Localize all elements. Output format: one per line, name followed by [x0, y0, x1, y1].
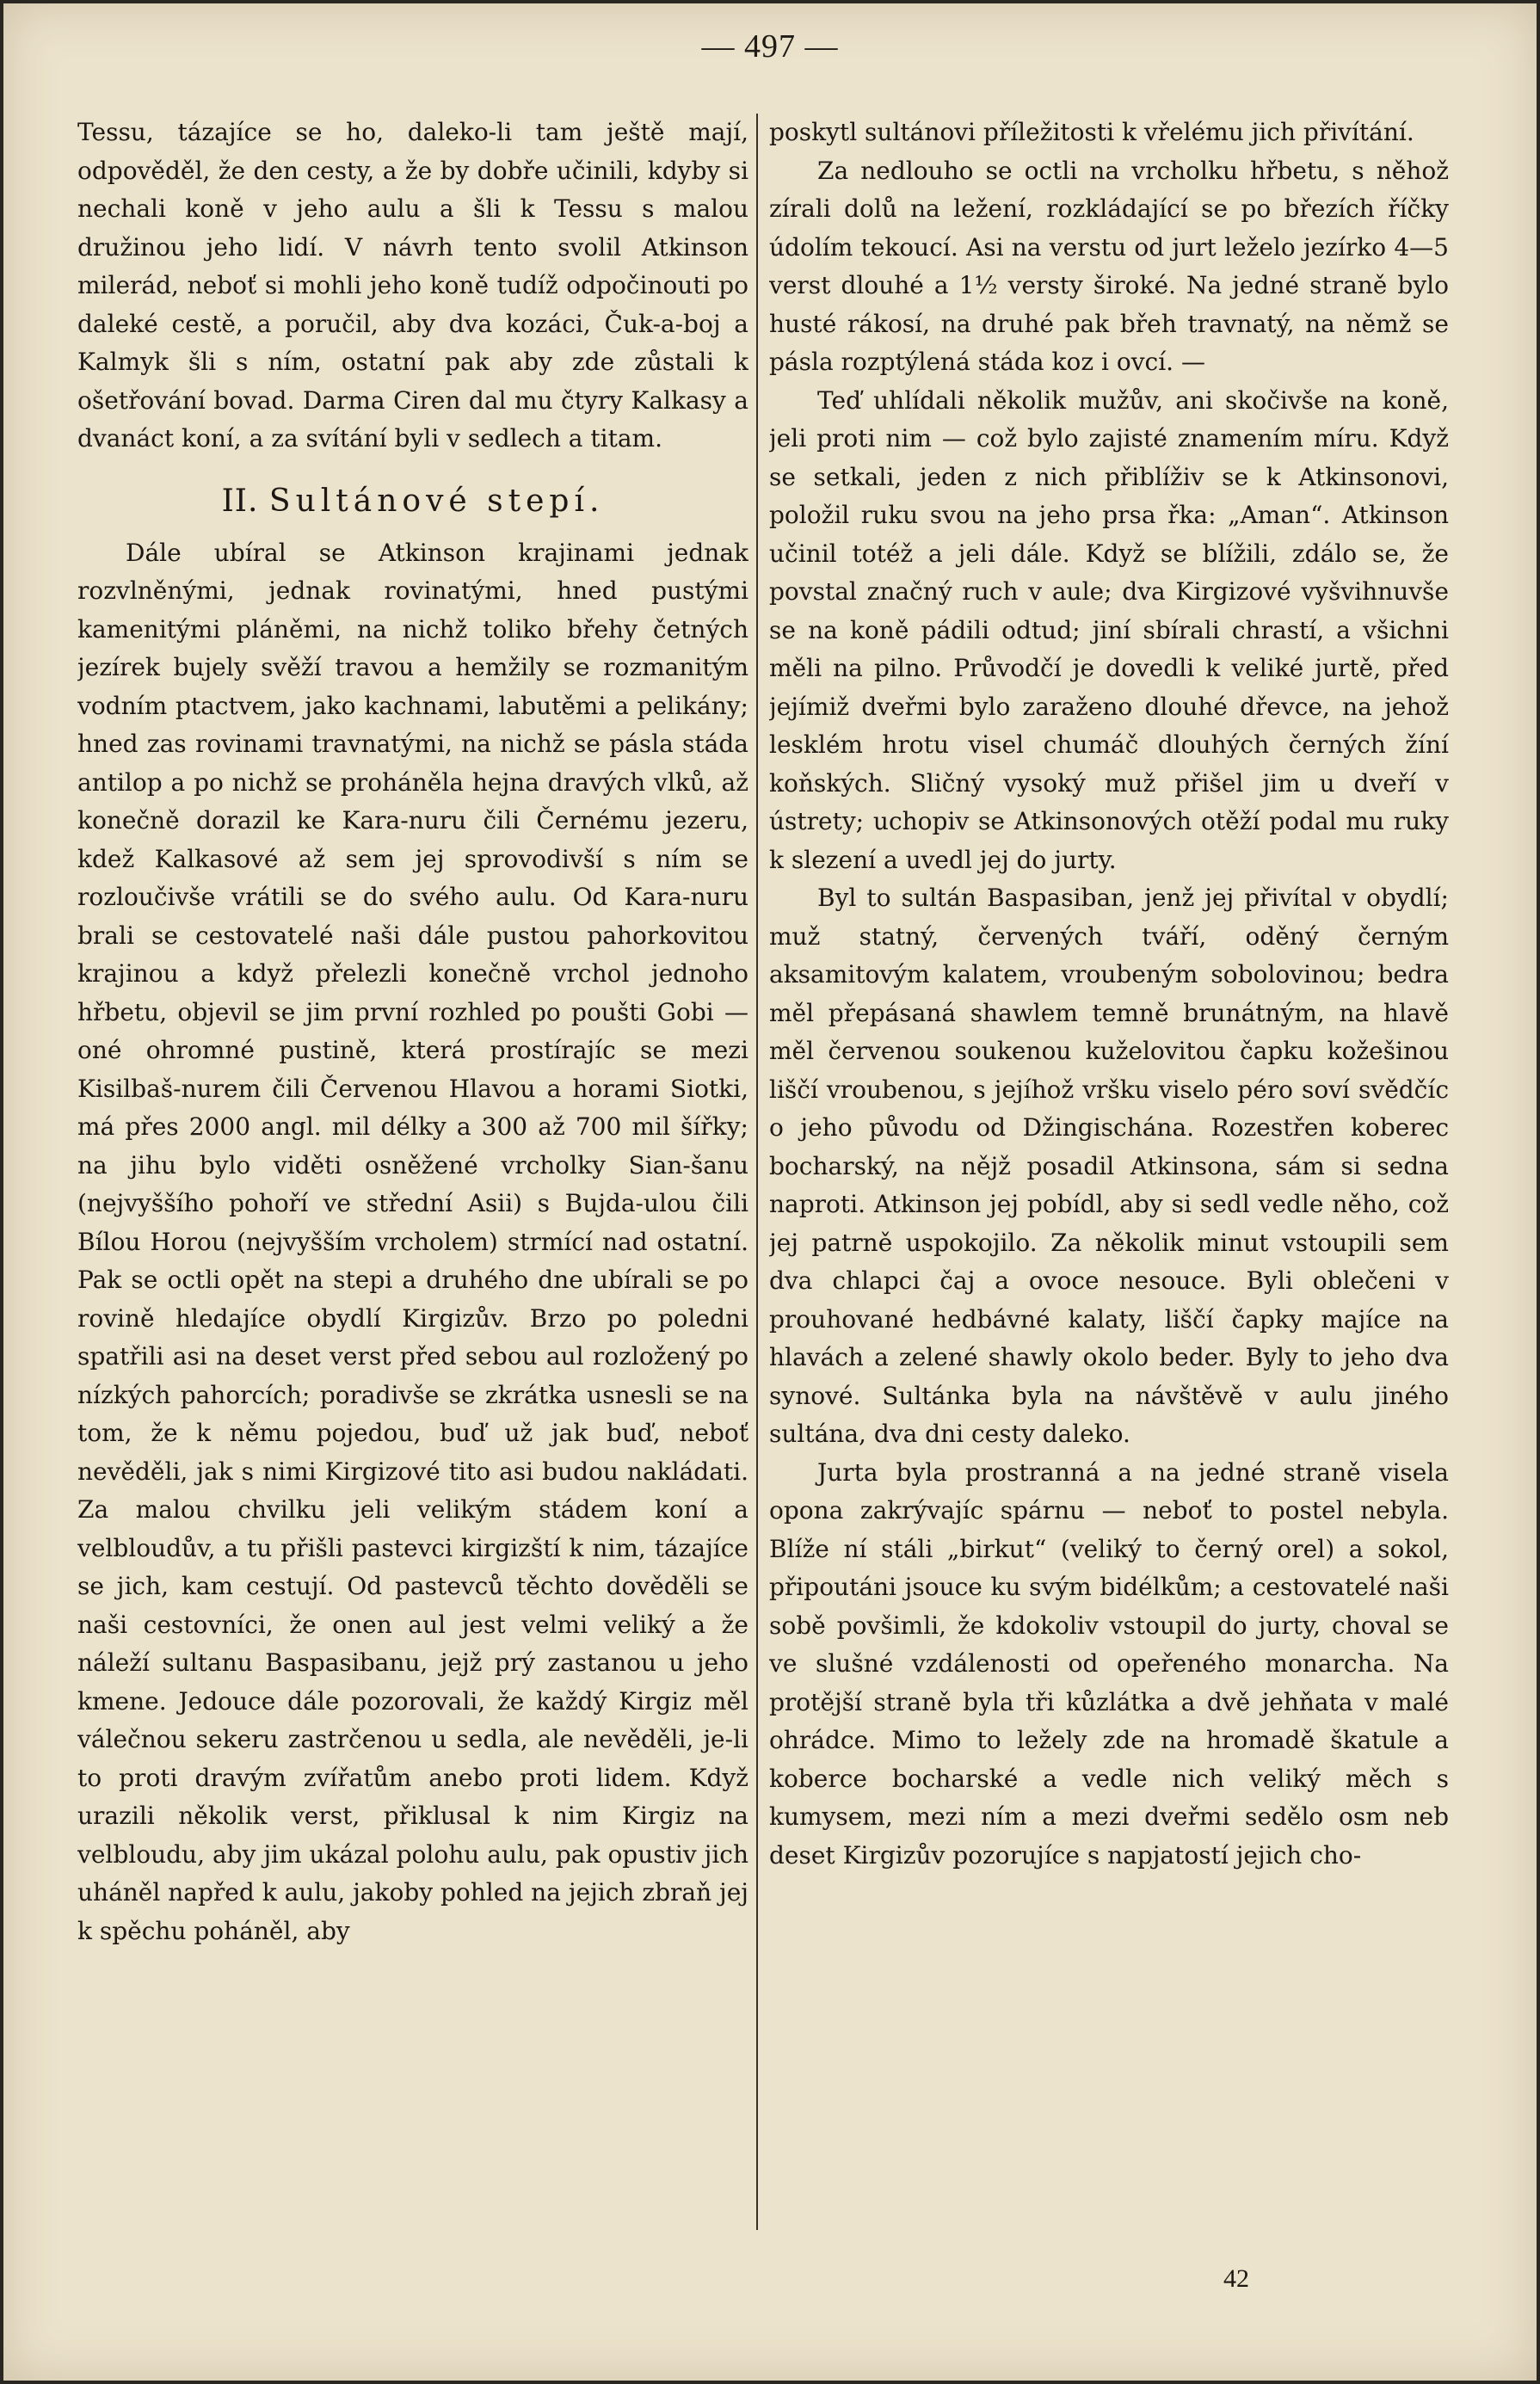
section-title: Sultánové stepí. — [268, 483, 605, 519]
paragraph: Byl to sultán Baspasiban, jenž jej přivítal v obydlí; muž statný, červených tváří, oděný černým aksamitovým kalatem, vroubeným sobolovinou; bedra měl přepásaná shawlem temně brunátným, na hlavě měl červenou soukenou kuželovitou čapku kožešinou liščí vroubenou, s jejíhož vršku viselo péro soví svědčíc o jeho původu od Džingischána. Rozestřen koberec bocharský, na nějž posadil Atkinsona, sám si sedna naproti. Atkinson jej pobídl, aby si sedl vedle něho, což jej patrně uspokojilo. Za několik minut vstoupili sem dva chlapci čaj a ovoce nesouce. Byli oblečeni v prouhované hedbávné kalaty, liščí čapky majíce na hlavách a zelené shawly okolo beder. Byly to jeho dva synové. Sultánka byla na návštěvě v aulu jiného sultána, dva dni cesty daleko. — [769, 884, 1449, 1448]
page-number: — 497 — — [701, 28, 839, 65]
paragraph: Za nedlouho se octli na vrcholku hřbetu, s něhož zírali dolů na ležení, rozkládající se po březích říčky údolím tekoucí. Asi na verstu od jurt leželo jezírko 4—5 verst dlouhé a 1½ versty široké. Na jedné straně bylo husté rákosí, na druhé pak břeh travnatý, na němž se pásla rozptýlená stáda koz i ovcí. — — [769, 156, 1449, 376]
section-number: II. — [221, 483, 259, 519]
paragraph: Tessu, tázajíce se ho, daleko-li tam ještě mají, odpověděl, že den cesty, a že by dobře učinili, kdyby si nechali koně v jeho aulu a šli k Tessu s malou družinou jeho lidí. V návrh tento svolil Atkinson milerád, neboť si mohli jeho koně tudíž odpočinouti po daleké cestě, a poručil, aby dva kozáci, Čuk-a-boj a Kalmyk šli s ním, ostatní pak aby zde zůstali k ošetřování bovad. Darma Ciren dal mu čtyry Kalkasy a dvanáct koní, a za svítání byli v sedlech a titam. — [77, 118, 748, 453]
printer-signature: 42 — [1223, 2264, 1249, 2293]
right-column — [769, 114, 1449, 2316]
paragraph: Teď uhlídali několik mužův, ani skočivše na koně, jeli proti nim — což bylo zajisté znamením míru. Když se setkali, jeden z nich přiblíživ se k Atkinsonovi, položil ruku svou na jeho prsa řka: „Aman“. Atkinson učinil totéž a jeli dále. Když se blížili, zdálo se, že povstal značný ruch v aule; dva Kirgizové vyšvihnuvše se na koně pádili odtud; jiní sbírali chrastí, a všichni měli na pilno. Průvodčí je dovedli k veliké jurtě, před jejímiž dveřmi bylo zaraženo dlouhé dřevce, na jehož lesklém hrotu visel chumáč dlouhých černých žíní koňských. Sličný vysoký muž přišel jim u dveří v ústrety; uchopiv se Atkinsonových otěží podal mu ruky k slezení a uvedl jej do jurty. — [769, 385, 1449, 874]
left-column — [77, 114, 748, 2316]
paragraph: Dále ubíral se Atkinson krajinami jednak rozvlněnými, jednak rovinatými, hned pustými kamenitými pláněmi, na nichž toliko břehy četných jezírek bujely svěží travou a hemžily se rozmanitým vodním ptactvem, jako kachnami, labutěmi a pelikány; hned zas rovinami travnatými, na nichž se pásla stáda antilop a po nichž se proháněla hejna dravých vlků, až konečně dorazil ke Kara-nuru čili Černému jezeru, kdež Kalkasové až sem jej sprovodivší s ním se rozloučivše vrátili se do svého aulu. Od Kara-nuru brali se cestovatelé naši dále pustou pahorkovitou krajinou a když přelezli konečně vrchol jednoho hřbetu, objevil se jim první rozhled po poušti Gobi — oné ohromné pustině, která prostírajíc se mezi Kisilbaš-nurem čili Červenou Hlavou a horami Siotki, má přes 2000 angl. mil délky a 300 až 700 mil šířky; na jihu bylo viděti osněžené vrcholky Sian-šanu (nejvyššího pohoří ve střední Asii) s Bujda-ulou čili Bílou Horou (nejvyšším vrcholem) strmící nad ostatní. Pak se octli opět na stepi a druhého dne ubírali se po rovině hledajíce obydlí Kirgizův. Brzo po poledni spatřili asi na deset verst před sebou aul rozložený po nízkých pahorcích; poradivše se zkrátka usnesli se na tom, že k němu pojedou, buď už jak buď, neboť nevěděli, jak s nimi Kirgizové tito asi budou nakládati. Za malou chvilku jeli velikým stádem koní a velbloudův, a tu přišli pastevci kirgizští k nim, tázajíce se jich, kam cestují. Od pastevců těchto dověděli se naši cestovníci, že onen aul jest velmi veliký a že náleží sultanu Baspasibanu, jejž prý zastanou u jeho kmene. Jedouce dále pozorovali, že každý Kirgiz měl válečnou sekeru zastrčenou u sedla, ale nevěděli, je-li to proti dravým zvířatům anebo proti lidem. Když urazili několik verst, přiklusal k nim Kirgiz na velbloudu, aby jim ukázal polohu aulu, pak opustiv jich uháněl napřed k aulu, jakoby pohled na jejich zbraň jej k spěchu poháněl, aby — [77, 538, 748, 1945]
book-page — [3, 3, 1537, 2381]
paragraph: poskytl sultánovi příležitosti k vřelému jich přivítání. — [769, 118, 1414, 146]
column-divider — [756, 114, 758, 2230]
section-heading — [77, 483, 748, 521]
paragraph: Jurta byla prostranná a na jedné straně visela opona zakrývajíc spárnu — neboť to postel nebyla. Blíže ní stáli „birkut“ (veliký to černý orel) a sokol, připoutáni jsouce ku svým bidélkům; a cestovatelé naši sobě povšimli, že kdokoliv vstoupil do jurty, choval se ve slušné vzdálenosti od opeřeného monarcha. Na protější straně byla tři kůzlátka a dvě jehňata v malé ohrádce. Mimo to ležely zde na hromadě škatule a koberce bocharské a vedle nich veliký měch s kumysem, mezi ním a mezi dveřmi sedělo osm neb deset Kirgizův pozorujíce s napjatostí jejich cho- — [769, 1457, 1449, 1870]
